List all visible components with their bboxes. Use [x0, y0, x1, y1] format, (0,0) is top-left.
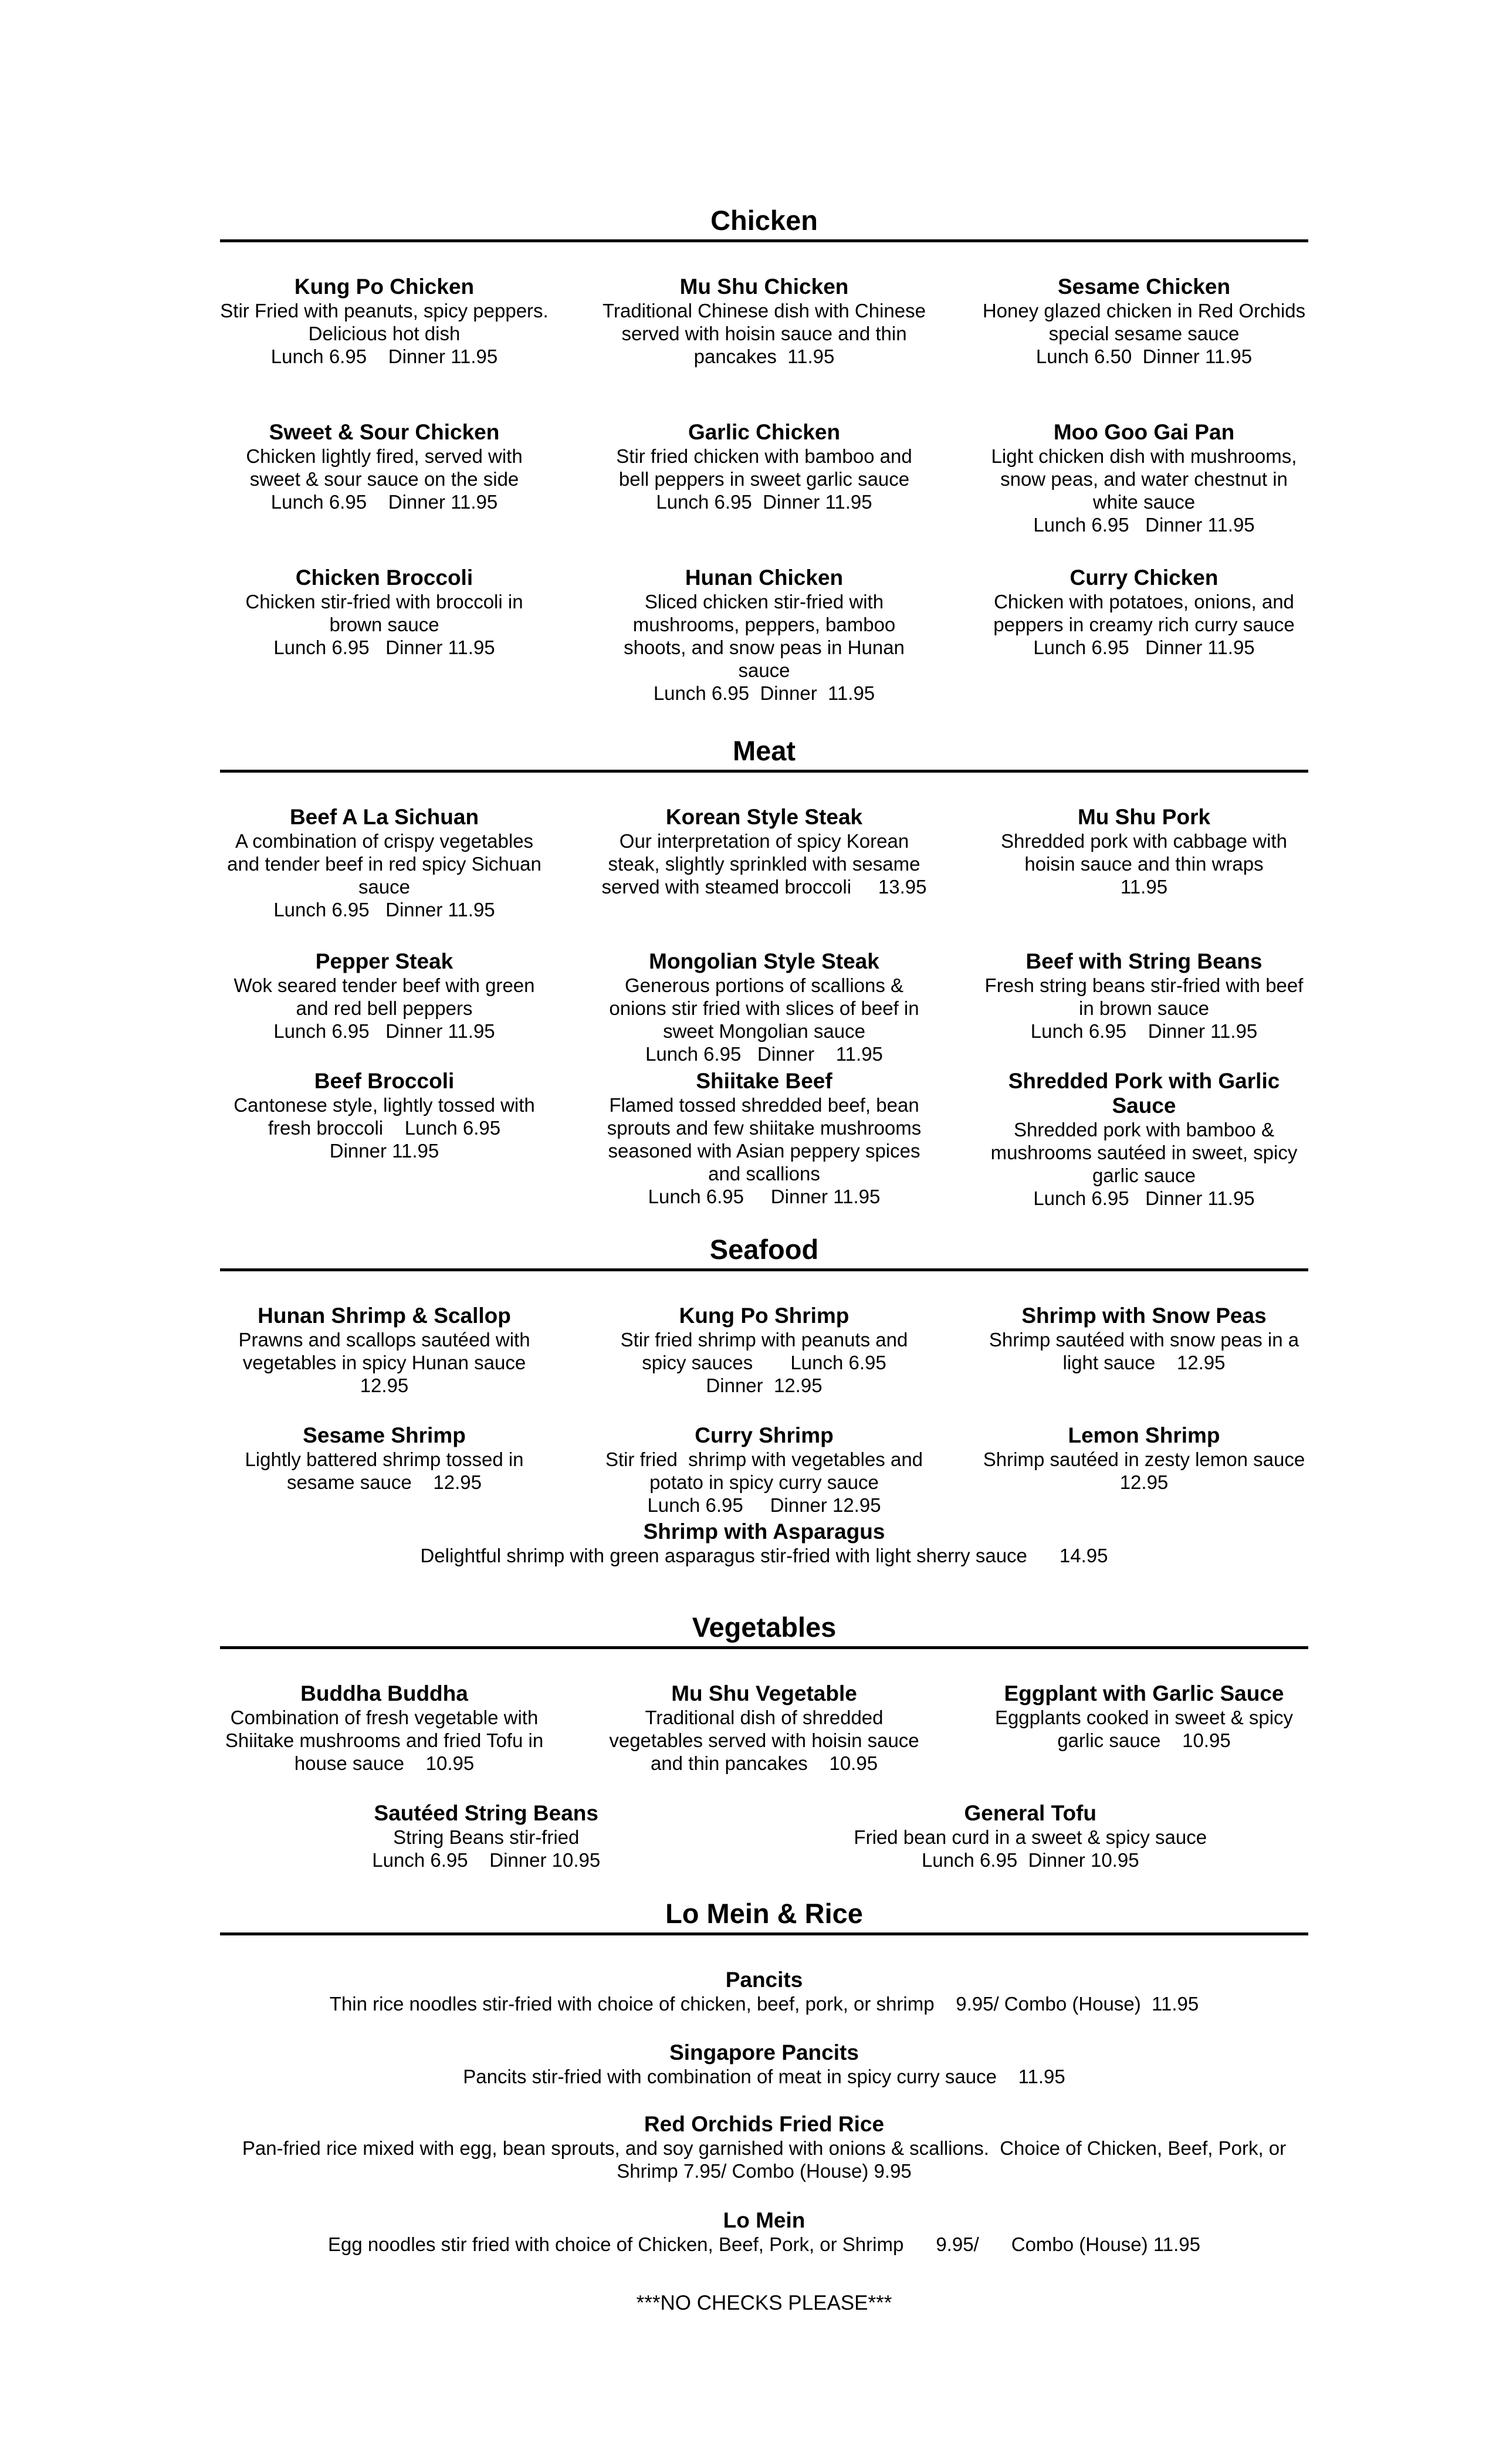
item-description: Light chicken dish with mushrooms, snow peas, and water chestnut in white sauce — [991, 445, 1302, 513]
seafood-section — [220, 1233, 1308, 1271]
item-name: Lemon Shrimp — [1068, 1423, 1220, 1447]
item-description: Sliced chicken stir-fried with mushrooms, peppers, bamboo shoots, and snow peas in Hunan sauce — [624, 591, 911, 681]
section-divider — [220, 1932, 1308, 1935]
item-price: Lunch 6.95 Dinner 10.95 — [921, 1849, 1139, 1871]
menu-item — [220, 1304, 549, 1397]
item-name: Sautéed String Beans — [374, 1801, 598, 1825]
item-price: Lunch 6.95 Dinner 11.95 — [1033, 637, 1255, 658]
section-title-lomein: Lo Mein & Rice — [665, 1898, 863, 1929]
item-description: Wok seared tender beef with green and red bell peppers — [233, 974, 540, 1019]
section-divider — [220, 770, 1308, 773]
item-price: Lunch 6.95 Dinner 11.95 — [273, 1020, 495, 1042]
item-description: Shredded pork with cabbage with hoisin sauce and thin wraps — [1001, 830, 1293, 875]
menu-item-wide — [220, 1968, 1308, 2015]
item-name: Curry Shrimp — [695, 1423, 834, 1447]
item-description: Shrimp sautéed in zesty lemon sauce 12.95 — [983, 1448, 1338, 1493]
item-description: Stir Fried with peanuts, spicy peppers. Delicious hot dish — [220, 300, 560, 344]
item-description: Fried bean curd in a sweet & spicy sauce — [854, 1826, 1207, 1848]
section-title-vegetables: Vegetables — [692, 1612, 837, 1643]
menu-item — [980, 1681, 1308, 1775]
meat-row-3 — [220, 1069, 1308, 1210]
menu-item — [980, 1069, 1308, 1210]
item-name: Pepper Steak — [315, 949, 453, 973]
item-description: Egg noodles stir fried with choice of Chicken, Beef, Pork, or Shrimp 9.95/ Combo (House) 11.95 — [328, 2233, 1200, 2255]
menu-item — [220, 1423, 549, 1517]
item-name: Mu Shu Vegetable — [671, 1681, 857, 1705]
menu-item — [980, 1423, 1338, 1517]
item-name: Pancits — [725, 1968, 803, 1992]
item-name: Sesame Chicken — [1057, 275, 1231, 299]
item-name: Chicken Broccoli — [295, 566, 473, 590]
menu-item — [600, 275, 932, 368]
menu-item — [980, 566, 1308, 705]
item-name: Beef A La Sichuan — [289, 805, 479, 829]
seafood-row-1 — [220, 1304, 1308, 1397]
section-title-meat: Meat — [732, 735, 796, 766]
menu-item — [980, 420, 1308, 536]
meat-section — [220, 735, 1308, 773]
menu-item — [980, 275, 1311, 368]
item-description: Shrimp sautéed with snow peas in a light sauce 12.95 — [989, 1329, 1305, 1373]
item-price: Lunch 6.95 Dinner 11.95 — [270, 346, 498, 367]
menu-item — [600, 1423, 929, 1517]
item-name: Kung Po Shrimp — [679, 1304, 849, 1328]
item-description: Shredded pork with bamboo & mushrooms sautéed in sweet, spicy garlic sauce — [990, 1119, 1303, 1186]
item-name: General Tofu — [964, 1801, 1096, 1825]
chicken-row-3 — [220, 566, 1308, 705]
section-title-chicken: Chicken — [710, 205, 818, 236]
item-name: Lo Mein — [723, 2208, 805, 2232]
lomein-section — [220, 1897, 1308, 1935]
item-description: Cantonese style, lightly tossed with fresh broccoli Lunch 6.95 — [233, 1094, 540, 1139]
item-description: Generous portions of scallions & onions stir fried with slices of beef in sweet Mongolian sauce — [609, 974, 925, 1042]
vegetables-row-1 — [220, 1681, 1308, 1775]
menu-item — [600, 420, 929, 536]
item-name: Eggplant with Garlic Sauce — [1004, 1681, 1284, 1705]
menu-item — [220, 805, 549, 921]
item-name: Moo Goo Gai Pan — [1053, 420, 1235, 444]
section-divider — [220, 239, 1308, 242]
item-description: String Beans stir-fried — [393, 1826, 580, 1848]
item-price: Lunch 6.95 Dinner 11.95 — [273, 637, 495, 658]
menu-item — [220, 420, 549, 536]
item-name: Hunan Shrimp & Scallop — [258, 1304, 511, 1328]
item-price: Lunch 6.95 Dinner 10.95 — [372, 1849, 601, 1871]
item-price: Lunch 6.95 Dinner 11.95 — [1033, 1187, 1255, 1209]
item-description: Traditional Chinese dish with Chinese served with hoisin sauce and thin pancakes 11.95 — [603, 300, 932, 367]
menu-item — [980, 949, 1308, 1065]
menu-item — [831, 1801, 1230, 1871]
item-name: Curry Chicken — [1069, 566, 1219, 590]
item-name: Sesame Shrimp — [303, 1423, 466, 1447]
item-price: Lunch 6.95 Dinner 11.95 — [1033, 514, 1255, 536]
item-name: Red Orchids Fried Rice — [644, 2112, 885, 2136]
item-price: Lunch 6.95 Dinner 11.95 — [653, 682, 875, 704]
item-description: Traditional dish of shredded vegetables served with hoisin sauce and thin pancakes 10.95 — [609, 1707, 925, 1774]
menu-item — [220, 949, 549, 1065]
item-price: Lunch 6.95 Dinner 11.95 — [273, 899, 495, 920]
item-description: Stir fried shrimp with vegetables and potato in spicy curry sauce — [605, 1448, 929, 1493]
item-name: Kung Po Chicken — [294, 275, 475, 299]
item-name: Singapore Pancits — [669, 2040, 859, 2064]
item-description: A combination of crispy vegetables and tender beef in red spicy Sichuan sauce — [227, 830, 547, 898]
vegetables-section — [220, 1611, 1308, 1649]
item-description: Combination of fresh vegetable with Shiitake mushrooms and fried Tofu in house sauce 10.95 — [225, 1707, 549, 1774]
item-name: Korean Style Steak — [665, 805, 863, 829]
item-price: Lunch 6.95 Dinner 11.95 — [1030, 1020, 1258, 1042]
item-name: Buddha Buddha — [300, 1681, 468, 1705]
menu-item-wide — [220, 2040, 1308, 2088]
menu-item-wide — [220, 2112, 1308, 2182]
no-checks-notice: ***NO CHECKS PLEASE*** — [636, 2292, 892, 2314]
item-description: Delightful shrimp with green asparagus stir-fried with light sherry sauce 14.95 — [420, 1545, 1108, 1566]
item-price: Lunch 6.95 Dinner 11.95 — [648, 1186, 881, 1207]
item-name: Mu Shu Chicken — [679, 275, 849, 299]
menu-item — [299, 1801, 674, 1871]
item-name: Sweet & Sour Chicken — [269, 420, 500, 444]
menu-item — [600, 805, 929, 921]
menu-item — [600, 1681, 929, 1775]
item-price: Lunch 6.95 Dinner 11.95 — [645, 1043, 883, 1065]
item-price: Lunch 6.95 Dinner 11.95 — [270, 491, 498, 513]
menu-item — [600, 566, 929, 705]
menu-item — [600, 1304, 929, 1397]
item-price: Dinner 11.95 — [329, 1140, 439, 1162]
section-title-seafood: Seafood — [709, 1234, 819, 1265]
item-name: Shrimp with Asparagus — [643, 1519, 885, 1544]
item-price: Dinner 12.95 — [706, 1375, 823, 1396]
item-name: Garlic Chicken — [688, 420, 841, 444]
meat-row-1 — [220, 805, 1308, 921]
menu-item — [220, 566, 549, 705]
item-description: Stir fried shrimp with peanuts and spicy sauces Lunch 6.95 — [620, 1329, 913, 1373]
item-price: Lunch 6.95 Dinner 12.95 — [647, 1494, 881, 1516]
chicken-row-1 — [220, 275, 1311, 368]
menu-item — [600, 949, 929, 1065]
item-price: Lunch 6.50 Dinner 11.95 — [1035, 346, 1253, 367]
item-name: Beef Broccoli — [314, 1069, 455, 1093]
item-name: Beef with String Beans — [1025, 949, 1263, 973]
item-description: Honey glazed chicken in Red Orchids special sesame sauce — [982, 300, 1311, 344]
item-name: Mu Shu Pork — [1077, 805, 1211, 829]
item-description: Fresh string beans stir-fried with beef in brown sauce — [984, 974, 1309, 1019]
item-description: Thin rice noodles stir-fried with choice of chicken, beef, pork, or shrimp 9.95/ Combo (House) 11.95 — [329, 1993, 1199, 2015]
chicken-section — [220, 204, 1308, 242]
seafood-row-2 — [220, 1423, 1338, 1517]
item-price: 11.95 — [1120, 876, 1168, 898]
menu-item — [220, 1069, 549, 1210]
item-name: Shrimp with Snow Peas — [1021, 1304, 1267, 1328]
item-description: Stir fried chicken with bamboo and bell peppers in sweet garlic sauce Lunch 6.95 Dinner 11.95 — [616, 445, 926, 513]
item-name: Mongolian Style Steak — [649, 949, 879, 973]
menu-item-wide — [220, 2208, 1308, 2256]
meat-row-2 — [220, 949, 1308, 1065]
item-description: Flamed tossed shredded beef, bean sprouts and few shiitake mushrooms seasoned with Asian peppery spices and scallions — [607, 1094, 927, 1184]
menu-item — [220, 275, 560, 368]
vegetables-row-2 — [220, 1801, 1308, 1871]
item-description: Our interpretation of spicy Korean steak, slightly sprinkled with sesame served with steamed broccoli 13.95 — [601, 830, 927, 898]
menu-item — [220, 1681, 549, 1775]
menu-item — [600, 1069, 929, 1210]
item-description: Eggplants cooked in sweet & spicy garlic sauce 10.95 — [994, 1707, 1299, 1751]
item-description: Pan-fried rice mixed with egg, bean sprouts, and soy garnished with onions & scallions. Choice of Chicken, Beef, Pork, or Shrimp 7.95/ Combo (House) 9.95 — [242, 2137, 1292, 2182]
item-description: Chicken lightly fired, served with sweet & sour sauce on the side — [246, 445, 528, 490]
item-description: Pancits stir-fried with combination of meat in spicy curry sauce 11.95 — [463, 2066, 1065, 2087]
item-description: Prawns and scallops sautéed with vegetables in spicy Hunan sauce 12.95 — [238, 1329, 547, 1396]
item-description: Chicken stir-fried with broccoli in brown sauce — [245, 591, 529, 635]
item-name: Shiitake Beef — [696, 1069, 832, 1093]
menu-item-wide — [220, 1519, 1308, 1567]
menu-item — [980, 805, 1308, 921]
item-name: Shredded Pork with Garlic Sauce — [1008, 1069, 1280, 1118]
item-name: Hunan Chicken — [685, 566, 844, 590]
chicken-row-2 — [220, 420, 1308, 536]
menu-item — [980, 1304, 1308, 1397]
section-divider — [220, 1646, 1308, 1649]
item-description: Lightly battered shrimp tossed in sesame sauce 12.95 — [245, 1448, 529, 1493]
section-divider — [220, 1268, 1308, 1271]
item-description: Chicken with potatoes, onions, and peppers in creamy rich curry sauce — [993, 591, 1300, 635]
